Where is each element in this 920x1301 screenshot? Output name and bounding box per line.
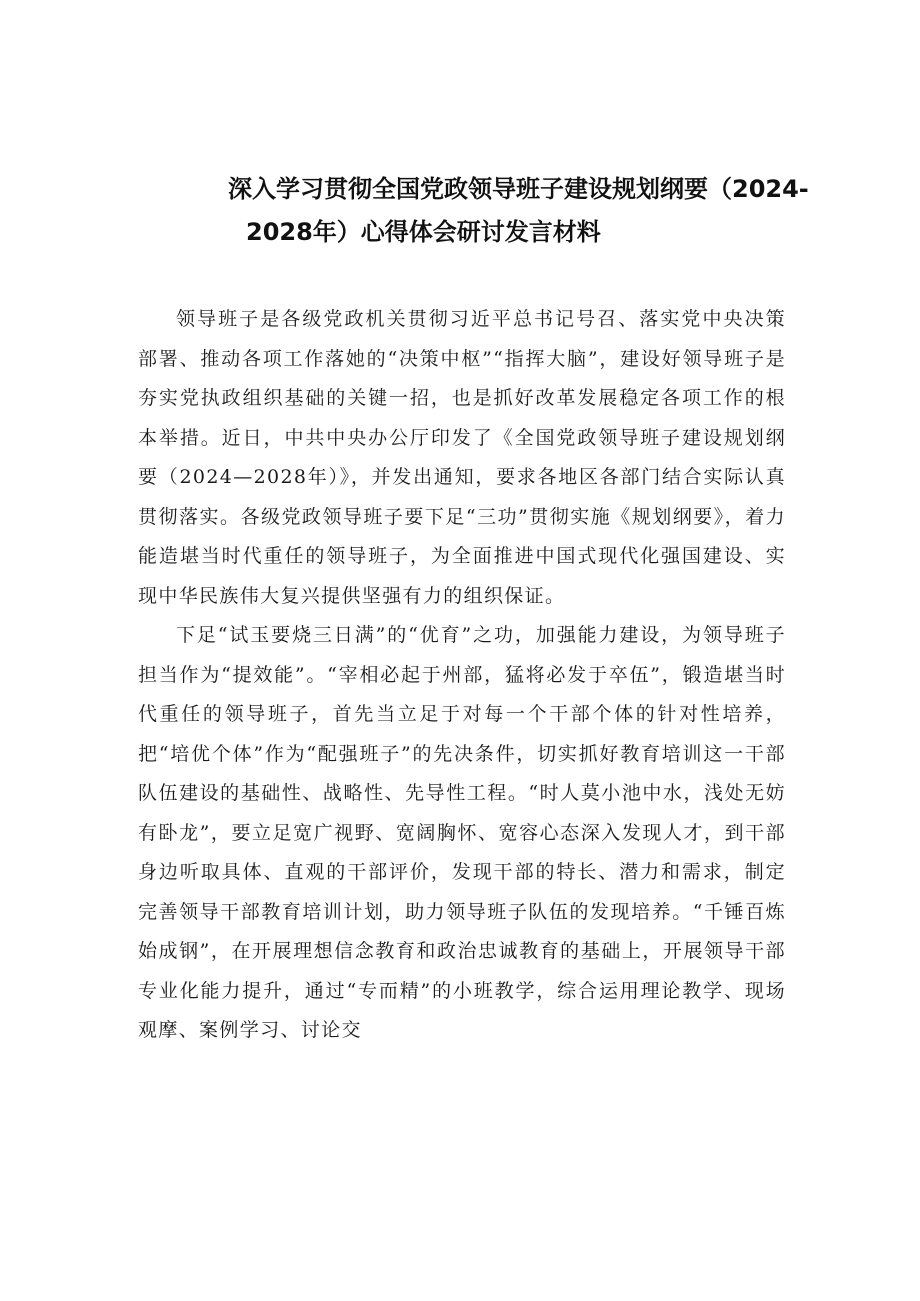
document-body — [138, 300, 786, 1051]
paragraph-1: 领导班子是各级党政机关贯彻习近平总书记号召、落实党中央决策部署、推动各项工作落她的“决策中枢”“指挥大脑”，建设好领导班子是夯实党执政组织基础的关键一招，也是抓好改革发展稳定各项工作的根本举措。近日，中共中央办公厅印发了《全国党政领导班子建设规划纲要（2024—2028年）》，并发出通知，要求各地区各部门结合实际认真贯彻落实。各级党政领导班子要下足“三功”贯彻实施《规划纲要》，着力能造堪当时代重任的领导班子，为全面推进中国式现代化强国建设、实现中华民族伟大复兴提供坚强有力的组织保证。 — [138, 308, 786, 607]
paragraph-2: 下足“试玉要烧三日满”的“优育”之功，加强能力建设，为领导班子担当作为“提效能”。“宰相必起于州部，猛将必发于卒伍”，锻造堪当时代重任的领导班子，首先当立足于对每一个干部个体的针对性培养，把“培优个体”作为“配强班子”的先决条件，切实抓好教育培训这一干部队伍建设的基础性、战略性、先导性工程。“时人莫小池中水，浅处无妨有卧龙”，要立足宽广视野、宽阔胸怀、宽容心态深入发现人才，到干部身边听取具体、直观的干部评价，发现干部的特长、潜力和需求，制定完善领导干部教育培训计划，助力领导班子队伍的发现培养。“千锤百炼始成钢”，在开展理想信念教育和政治忠诚教育的基础上，开展领导干部专业化能力提升，通过“专而精”的小班教学，综合运用理论教学、现场观摩、案例学习、讨论交 — [138, 624, 786, 1041]
document-title — [0, 168, 920, 254]
title-line-2: 2028年）心得体会研讨发言材料 — [246, 218, 601, 246]
title-line-1: 深入学习贯彻全国党政领导班子建设规划纲要（2024- — [228, 175, 809, 203]
